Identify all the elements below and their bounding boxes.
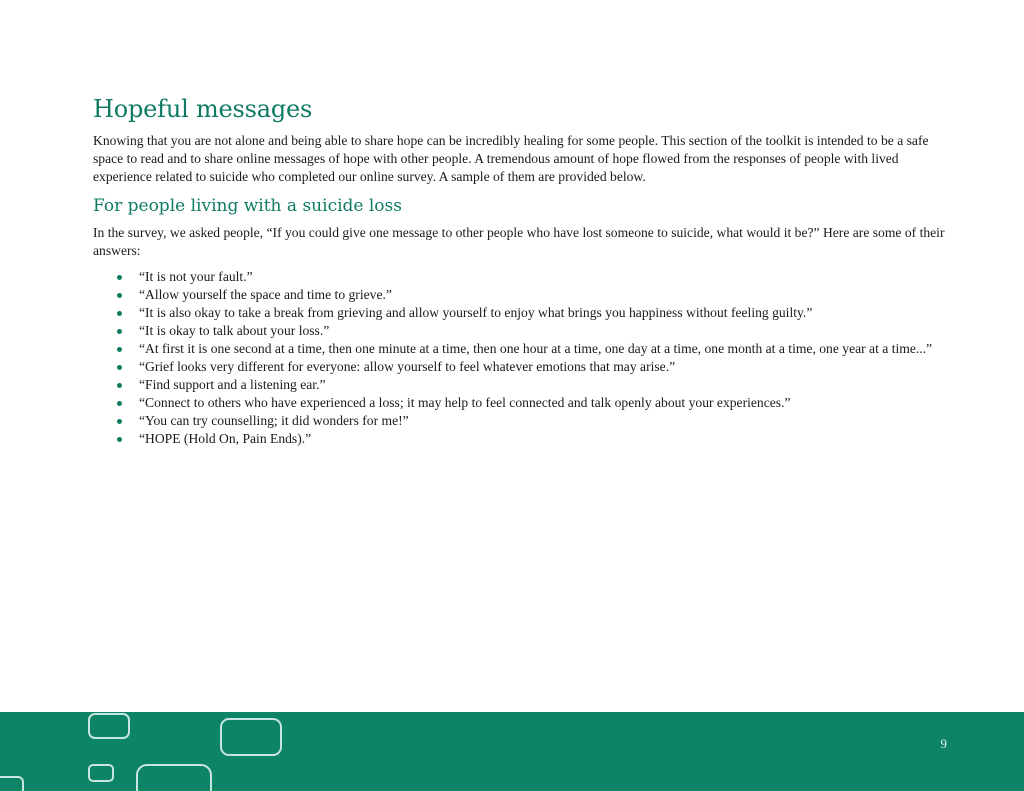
message-text: “It is not your fault.”: [139, 269, 253, 284]
message-text: “It is also okay to take a break from grieving and allow yourself to enjoy what brings you happiness without feeling guilty.”: [139, 305, 813, 320]
list-item: [114, 430, 953, 448]
document-body: [93, 92, 953, 448]
bullet-icon: [117, 311, 122, 316]
list-item: [114, 322, 953, 340]
bullet-icon: [117, 401, 122, 406]
bullet-icon: [117, 437, 122, 442]
bullet-icon: [117, 275, 122, 280]
section-title: For people living with a suicide loss: [93, 196, 402, 216]
bullet-icon: [117, 347, 122, 352]
intro-paragraph: Knowing that you are not alone and being able to share hope can be incredibly healing for some people. This section of the toolkit is intended to be a safe space to read and to share online messages of hope with other people. A tremendous amount of hope flowed from the responses of people with lived experience related to suicide who completed our online survey. A sample of them are provided below.: [93, 133, 929, 184]
decorative-square-icon: [88, 764, 114, 782]
list-item: [114, 394, 953, 412]
message-text: “Allow yourself the space and time to grieve.”: [139, 287, 392, 302]
page-number: 9: [940, 736, 947, 751]
list-item: [114, 268, 953, 286]
messages-list: [114, 268, 953, 448]
message-text: “Find support and a listening ear.”: [139, 377, 326, 392]
list-item: [114, 358, 953, 376]
section-intro-paragraph: In the survey, we asked people, “If you could give one message to other people who have lost someone to suicide, what would it be?” Here are some of their answers:: [93, 225, 945, 258]
list-item: [114, 376, 953, 394]
decorative-square-icon: [0, 776, 24, 791]
message-text: “Connect to others who have experienced a loss; it may help to feel connected and talk openly about your experiences.”: [139, 395, 791, 410]
footer-band: [0, 712, 1024, 791]
message-text: “At first it is one second at a time, then one minute at a time, then one hour at a time, one day at a time, one month at a time, one year at a time...”: [139, 341, 933, 356]
bullet-icon: [117, 293, 122, 298]
list-item: [114, 340, 953, 358]
decorative-square-icon: [220, 718, 282, 756]
message-text: “Grief looks very different for everyone: allow yourself to feel whatever emotions that may arise.”: [139, 359, 676, 374]
decorative-square-icon: [136, 764, 212, 791]
message-text: “It is okay to talk about your loss.”: [139, 323, 330, 338]
page-title: Hopeful messages: [93, 95, 313, 123]
bullet-icon: [117, 383, 122, 388]
bullet-icon: [117, 365, 122, 370]
bullet-icon: [117, 329, 122, 334]
bullet-icon: [117, 419, 122, 424]
list-item: [114, 412, 953, 430]
list-item: [114, 304, 953, 322]
message-text: “HOPE (Hold On, Pain Ends).”: [139, 431, 312, 446]
message-text: “You can try counselling; it did wonders for me!”: [139, 413, 409, 428]
decorative-square-icon: [88, 713, 130, 739]
list-item: [114, 286, 953, 304]
